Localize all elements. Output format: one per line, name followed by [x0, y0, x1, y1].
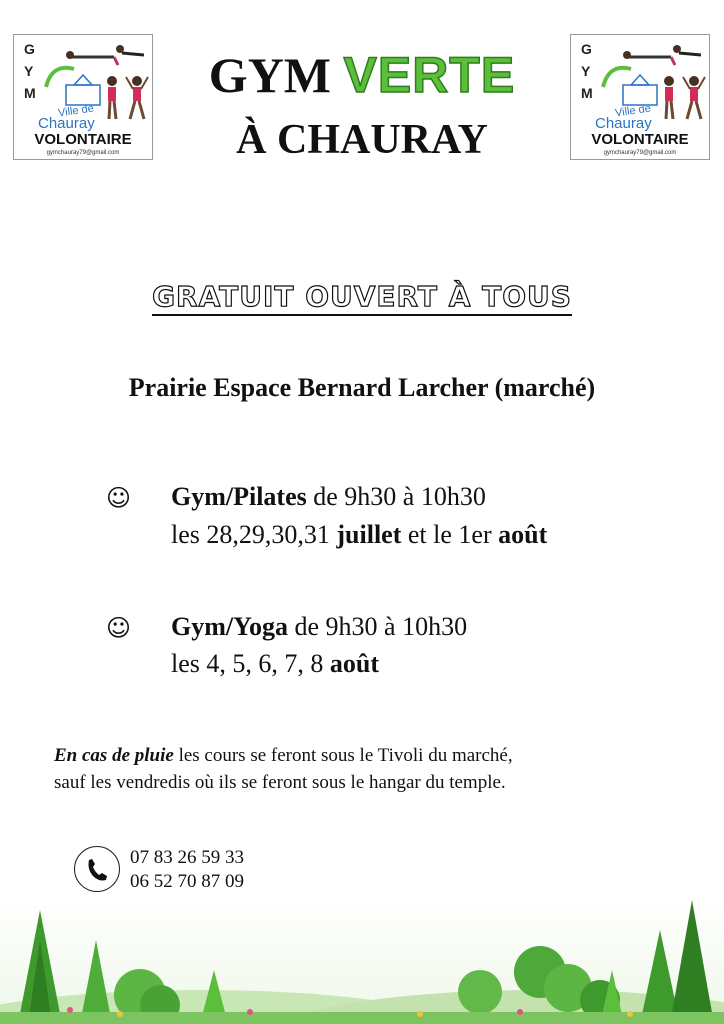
logo-email: gymchauray79@gmail.com	[603, 150, 677, 156]
session-name: Gym/Yoga	[171, 612, 288, 641]
session-name: Gym/Pilates	[171, 482, 307, 511]
logo-ville: Ville de	[57, 102, 95, 120]
rain-note-line2: sauf les vendredis où ils se feront sous le hangar du temple.	[54, 772, 506, 793]
rain-note-line1	[54, 742, 513, 769]
logo-letter-g: G	[581, 41, 592, 57]
session-pilates-line1	[171, 482, 486, 512]
phone-icon	[74, 846, 120, 892]
page-subtitle: À CHAURAY	[236, 117, 488, 163]
free-banner	[0, 280, 724, 313]
session-dates: les 28,29,30,31	[171, 520, 330, 549]
session-month: août	[329, 649, 380, 678]
phone-number-2: 06 52 70 87 09	[130, 871, 244, 892]
phone-numbers	[130, 846, 244, 894]
logo-email: gymchauray79@gmail.com	[46, 150, 120, 156]
club-logo-right	[570, 34, 710, 160]
smiley-icon: ☺	[106, 614, 132, 642]
session-month: juillet	[336, 520, 402, 549]
logo-letter-m: M	[581, 85, 593, 101]
session-time: de 9h30 à 10h30	[294, 612, 468, 641]
session-connector: et le 1er	[407, 520, 492, 549]
smiley-icon: ☺	[106, 484, 132, 512]
title-verte: VERTE	[343, 47, 516, 103]
page-title	[160, 46, 564, 104]
logo-letter-g: G	[24, 41, 35, 57]
title-gym: GYM	[208, 47, 331, 103]
phone-number-1: 07 83 26 59 33	[130, 847, 244, 868]
logo-chauray: Chauray	[38, 115, 95, 132]
location: Prairie Espace Bernard Larcher (marché)	[128, 373, 596, 402]
rain-emphasis: En cas de pluie	[54, 745, 174, 766]
rain-line1-rest: les cours se feront sous le Tivoli du marché,	[178, 745, 513, 766]
logo-volontaire: VOLONTAIRE	[591, 131, 689, 148]
club-logo-left	[13, 34, 153, 160]
free-banner-text: GRATUIT OUVERT À TOUS	[152, 280, 572, 316]
session-dates: les 4, 5, 6, 7, 8	[171, 649, 324, 678]
session-time: de 9h30 à 10h30	[313, 482, 486, 511]
logo-chauray: Chauray	[595, 115, 652, 132]
session-yoga-line1	[171, 612, 467, 642]
logo-volontaire: VOLONTAIRE	[34, 131, 132, 148]
session-month: août	[498, 520, 548, 549]
session-pilates-line2	[171, 520, 547, 550]
logo-letter-m: M	[24, 85, 36, 101]
logo-letter-y: Y	[24, 63, 34, 79]
session-yoga-line2	[171, 649, 379, 679]
rain-note	[54, 742, 513, 796]
logo-ville: Ville de	[614, 102, 652, 120]
logo-letter-y: Y	[581, 63, 591, 79]
nature-scene-illustration	[0, 900, 724, 1024]
